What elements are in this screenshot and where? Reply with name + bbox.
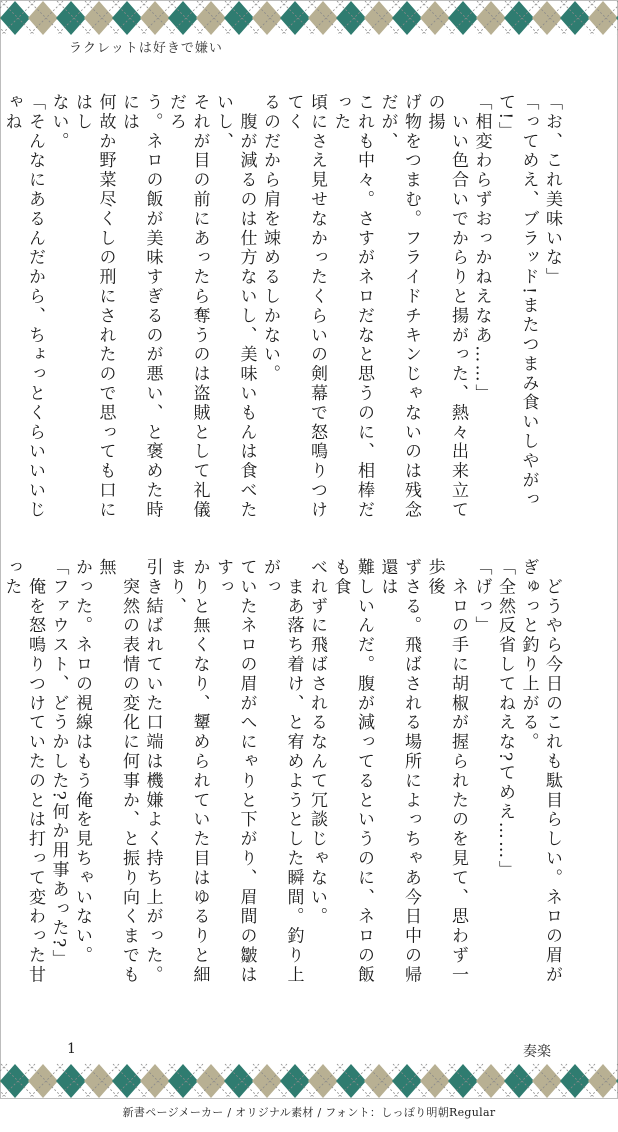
argyle-diamond <box>532 1 562 35</box>
text-line: ない。 <box>48 93 69 152</box>
argyle-diamond <box>280 1 310 35</box>
text-line: ネロの手に胡椒が握られたのを見て、思わず一歩後 <box>424 558 468 985</box>
argyle-diamond <box>364 1 394 35</box>
text-line: 腹が減るのは仕方ないし、美味いもんは食べたいし、 <box>213 93 257 520</box>
credit-line: 新書ページメーカー / オリジナル素材 / フォント：しっぽり明朝Regular <box>122 1106 496 1119</box>
text-line: げ物をつまむ。フライドチキンじゃないのは残念だが、 <box>377 93 421 520</box>
argyle-diamond <box>224 1 254 35</box>
text-line: べれずに飛ばされるなんて冗談じゃない。 <box>307 558 327 927</box>
argyle-diamond <box>252 1064 282 1098</box>
argyle-diamond <box>168 1064 198 1098</box>
argyle-diamond <box>168 1 198 35</box>
text-line: 引き結ばれていた口端は機嫌よく持ち上がった。 <box>142 558 163 985</box>
text-line: どうやら今日のこれも駄目らしい。ネロの眉が <box>542 558 562 985</box>
argyle-diamond <box>504 1064 534 1098</box>
argyle-diamond <box>308 1064 338 1098</box>
body-text-upper <box>1 93 563 538</box>
text-line: いい色合いでからりと揚がった、熱々出来立ての揚 <box>424 93 468 520</box>
text-line: う。ネロの飯が美味すぎるのが悪い、と褒めた時には <box>119 93 163 520</box>
text-line: 「ってめえ、ブラッド!またつまみ食いしやがって!」 <box>495 93 539 510</box>
text-line: 「お、これ美味いな」 <box>542 93 562 287</box>
argyle-diamond <box>420 1 450 35</box>
text-line: これも中々。さすがネロだなと思うのに、相棒だった <box>330 93 374 520</box>
argyle-diamond <box>504 1 534 35</box>
argyle-diamond <box>476 1064 506 1098</box>
body-text-lower <box>1 558 563 1003</box>
text-line: ずさる。飛ばされる場所によっちゃあ今日中の帰還は <box>377 558 421 985</box>
text-line: 「相変わらずおっかねえなあ……」 <box>471 93 492 404</box>
argyle-diamond <box>252 1 282 35</box>
text-line: 「全然反省してねえな?てめえ……」 <box>495 558 515 880</box>
argyle-diamond <box>0 1 30 35</box>
text-line: 「げっ」 <box>471 558 492 636</box>
running-head: ラクレットは好きで嫌い <box>69 41 223 56</box>
argyle-diamond <box>336 1064 366 1098</box>
argyle-diamond <box>196 1064 226 1098</box>
text-line: 何故か野菜尽くしの刑にされたので思っても口にはし <box>72 93 116 520</box>
argyle-diamond <box>448 1 478 35</box>
argyle-diamond <box>420 1064 450 1098</box>
text-line: ぎゅっと釣り上がる。 <box>518 558 539 752</box>
text-line: 「ファウスト、どうかした?何か用事あった?」 <box>48 558 69 970</box>
text-line: 突然の表情の変化に何事か、と振り向くまでも無 <box>95 558 139 985</box>
argyle-diamond <box>196 1 226 35</box>
argyle-diamond <box>336 1 366 35</box>
argyle-diamond <box>28 1064 58 1098</box>
argyle-diamond <box>56 1064 86 1098</box>
argyle-diamond <box>0 1064 30 1098</box>
text-line: 「そんなにあるんだから、ちょっとくらいいいじゃね <box>1 93 45 520</box>
argyle-diamond <box>392 1064 422 1098</box>
argyle-diamond <box>224 1064 254 1098</box>
author-name: 奏楽 <box>523 1044 551 1060</box>
text-line: 頃にさえ見せなかったくらいの剣幕で怒鳴りつけてく <box>283 93 327 520</box>
argyle-diamond <box>112 1064 142 1098</box>
text-line: それが目の前にあったら奪うのは盗賊として礼儀だろ <box>166 93 210 520</box>
argyle-diamond <box>112 1 142 35</box>
argyle-diamond <box>560 1 590 35</box>
argyle-pattern <box>1 1064 617 1098</box>
argyle-diamond <box>28 1 58 35</box>
argyle-diamond <box>56 1 86 35</box>
text-line: ていたネロの眉がへにゃりと下がり、眉間の皺はすっ <box>213 558 257 985</box>
text-line: るのだから肩を竦めるしかない。 <box>260 93 280 384</box>
argyle-border-top <box>1 1 617 35</box>
argyle-diamond <box>140 1064 170 1098</box>
argyle-diamond <box>392 1 422 35</box>
text-line: かった。ネロの視線はもう俺を見ちゃいない。 <box>72 558 92 966</box>
argyle-border-bottom <box>1 1064 617 1098</box>
text-line: まあ落ち着け、と宥めようとした瞬間。釣り上がっ <box>260 558 304 985</box>
argyle-diamond <box>280 1064 310 1098</box>
argyle-diamond <box>588 1064 618 1098</box>
argyle-diamond <box>588 1 618 35</box>
argyle-pattern <box>1 1 617 35</box>
argyle-diamond <box>448 1064 478 1098</box>
text-line: 俺を怒鳴りつけていたのとは打って変わった甘った <box>1 558 45 985</box>
argyle-diamond <box>364 1064 394 1098</box>
argyle-diamond <box>560 1064 590 1098</box>
argyle-diamond <box>476 1 506 35</box>
page-number: 1 <box>67 1041 76 1057</box>
argyle-diamond <box>308 1 338 35</box>
argyle-diamond <box>140 1 170 35</box>
argyle-diamond <box>532 1064 562 1098</box>
argyle-diamond <box>84 1 114 35</box>
text-line: 難しいんだ。腹が減ってるというのに、ネロの飯も食 <box>330 558 374 985</box>
text-line: かりと無くなり、顰められていた目はゆるりと細まり、 <box>166 558 210 985</box>
argyle-diamond <box>84 1064 114 1098</box>
